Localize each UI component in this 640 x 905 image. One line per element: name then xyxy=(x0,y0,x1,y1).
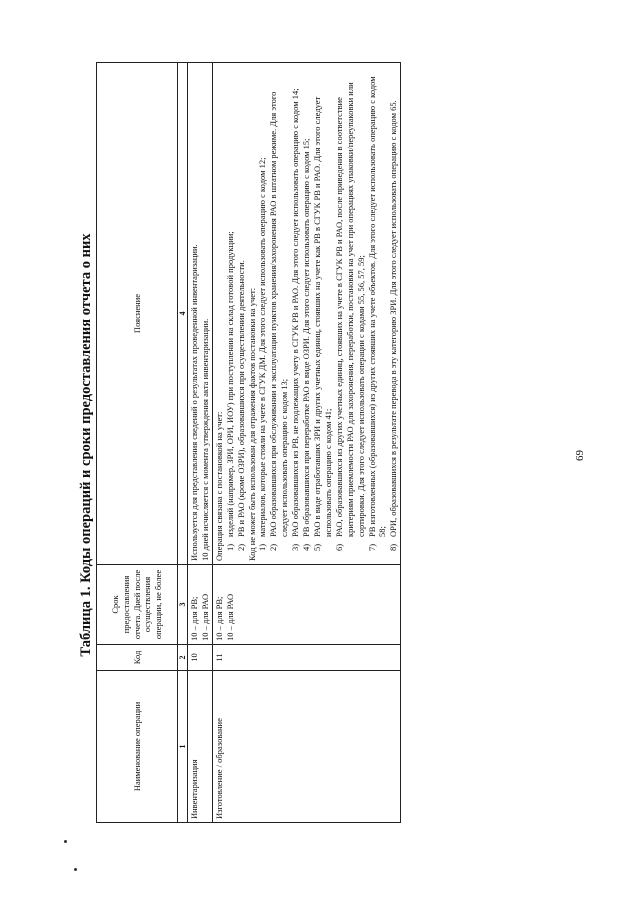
item-text: ОРИ, образовавшихся в результате перевода в эту категорию ЗРИ. Для этого следует использовать операцию с кодом 65. xyxy=(388,100,399,537)
list-item xyxy=(268,66,290,551)
list-item xyxy=(225,66,236,551)
item-text: РАО образовавшихся из РВ, не подлежащих учету в СГУК РВ и РАО. Для этого следует использовать операцию с кодом 14; xyxy=(290,88,301,537)
column-number: 1 xyxy=(178,671,188,823)
item-number: 8) xyxy=(388,543,399,551)
list-b xyxy=(257,66,399,561)
explanation-intro: Операция связана с постановкой на учет: xyxy=(213,411,224,561)
item-text: РАО, образовавшихся из других учетных единиц, стоявших на учете в СГУК РВ и РАО, после приведения в соответствие критериям приемлемости РАО для захоронения, переработки, постановки на учет при операциях упаковки/переупаковки или сортировки. Для этого следует использовать операции с кодами 55, 56, 57, 59; xyxy=(333,82,366,537)
header-term: Срок предоставления отчета. Дней после осуществления операции, не более xyxy=(97,565,178,645)
operations-table xyxy=(96,62,401,823)
list-item xyxy=(367,66,389,551)
item-number: 2) xyxy=(268,543,279,551)
header-code: Код xyxy=(97,645,178,671)
list-item xyxy=(236,66,247,551)
explanation-line: 10 дней исчисляется с момента утверждения акта инвентаризации. xyxy=(199,318,210,561)
item-number: 4) xyxy=(301,543,312,551)
item-text: РАО образовавшихся при обслуживании и эксплуатации пунктов хранения/захоронения РАО в штатном режиме. Для этого следует использовать операцию с кодом 13; xyxy=(268,91,290,537)
list-a xyxy=(225,66,247,561)
explanation-middle: Код не может быть использован для отражения фактов постановки на учет: xyxy=(246,287,257,561)
column-number: 2 xyxy=(178,645,188,671)
term-line: 10 – для РВ; xyxy=(189,596,199,641)
item-text: материалов, которые стояли на учете в СГУК ДМ. Для этого следует использовать операцию с кодом 12; xyxy=(257,157,268,537)
operation-name: Инвентаризация xyxy=(188,671,213,823)
table-row xyxy=(212,63,400,823)
operation-term xyxy=(212,565,400,645)
column-number: 3 xyxy=(178,565,188,645)
header-name: Наименование операции xyxy=(97,671,178,823)
header-explanation: Пояснение xyxy=(97,63,178,565)
item-number: 6) xyxy=(333,543,344,551)
item-number: 5) xyxy=(311,543,322,551)
page-number: 69 xyxy=(574,450,586,461)
item-text: РВ образовавшихся при переработке РАО в виде ОЗРИ. Для этого следует использовать операцию с кодом 15; xyxy=(301,138,312,537)
list-item xyxy=(290,66,301,551)
table-row xyxy=(188,63,213,823)
operation-name: Изготовление / образование xyxy=(212,671,400,823)
table-heading: Таблица 1. Коды операций и сроки предоставления отчета о них xyxy=(78,233,94,657)
operation-term xyxy=(188,565,213,645)
operation-code: 10 xyxy=(188,645,213,671)
list-item xyxy=(334,66,367,551)
item-number: 7) xyxy=(366,543,377,551)
item-text: РВ изготовленных (образовавшихся) из других стоявших на учете объектов. Для этого следует использовать операцию с кодом 58; xyxy=(366,76,388,537)
header-row xyxy=(97,63,178,823)
list-item xyxy=(257,66,268,551)
column-number: 4 xyxy=(178,63,188,565)
term-line: 10 – для РАО xyxy=(199,593,210,641)
item-number: 1) xyxy=(257,543,268,551)
operation-code: 11 xyxy=(212,645,400,671)
item-number: 2) xyxy=(235,543,246,551)
list-item xyxy=(312,66,334,551)
term-line: 10 – для РАО xyxy=(224,593,235,641)
list-item xyxy=(388,66,399,551)
item-text: РАО в виде отработавших ЗРИ и других учетных единиц, стоявших на учете как РВ в СГУК РВ и РАО. Для этого следует использовать операцию с кодом 41; xyxy=(311,96,333,537)
operation-explanation xyxy=(188,63,213,565)
column-number-row xyxy=(178,63,188,823)
item-text: РВ и РАО (кроме ОЗРИ), образовавшихся при осуществлении деятельности. xyxy=(235,260,246,537)
operation-explanation xyxy=(212,63,400,565)
explanation-line: Используется для представления сведений о результатах проведенной инвентаризации. xyxy=(189,244,199,561)
list-item xyxy=(301,66,312,551)
term-line: 10 – для РВ; xyxy=(213,596,224,641)
item-number: 3) xyxy=(290,543,301,551)
item-number: 1) xyxy=(224,543,235,551)
item-text: изделий (например, ЗРИ, ОРИ, ИОУ) при поступлении на склад готовой продукции; xyxy=(224,231,235,537)
